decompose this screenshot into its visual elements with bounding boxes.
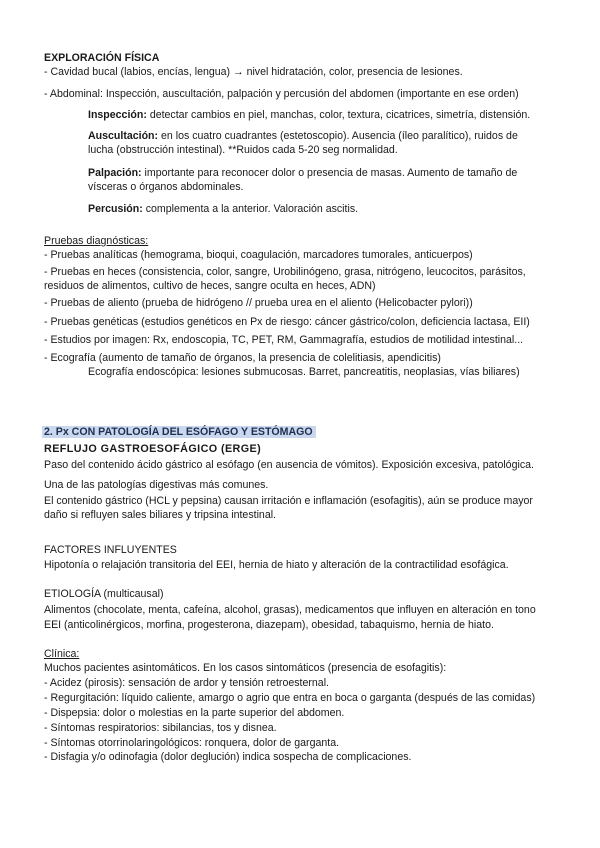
inspeccion-label: Inspección: — [88, 109, 147, 121]
clinica-item: - Regurgitación: líquido caliente, amargo o agrio que entra en boca o garganta (después de las comidas) — [44, 692, 536, 704]
auscultacion-label: Auscultación: — [88, 130, 159, 142]
percusion-label: Percusión: — [88, 203, 143, 215]
pruebas-aliento: - Pruebas de aliento (prueba de hidrógeno // prueba urea en el aliento (Helicobacter pylori)) — [44, 297, 473, 309]
erge-subtitle: REFLUJO GASTROESOFÁGICO (ERGE) — [44, 443, 262, 455]
pruebas-ecografia: - Ecografía (aumento de tamaño de órganos, la presencia de colelitiasis, apendicitis) — [44, 352, 441, 364]
clinica-item: - Acidez (pirosis): sensación de ardor y tensión retroesternal. — [44, 677, 329, 689]
clinica-item: - Síntomas otorrinolaringológicos: ronquera, dolor de garganta. — [44, 737, 340, 749]
pruebas-heces: - Pruebas en heces (consistencia, color, sangre, Urobilinógeno, grasa, nitrógeno, leucocitos, parásitos, — [44, 266, 526, 278]
inspeccion-text: detectar cambios en piel, manchas, color, textura, cicatrices, simetría, distensión. — [146, 109, 531, 121]
etiologia-text: Alimentos (chocolate, menta, cafeína, alcohol, grasas), medicamentos que influyen en alteración en tono — [44, 604, 536, 616]
bucal-line: - Cavidad bucal (labios, encías, lengua) → nivel hidratación, color, presencia de lesiones. — [44, 66, 463, 78]
clinica-intro: Muchos pacientes asintomáticos. En los casos sintomáticos (presencia de esofagitis): — [44, 662, 447, 674]
etiologia-text-2: EEI (anticolinérgicos, morfina, progesterona, diazepam), obesidad, tabaquismo, hernia de hiato. — [44, 619, 494, 631]
clinica-item: - Disfagia y/o odinofagia (dolor deglución) indica sospecha de complicaciones. — [44, 751, 412, 763]
section2-title — [44, 425, 316, 439]
erge-contenido: El contenido gástrico (HCL y pepsina) causan irritación e inflamación (esofagitis), aún se produce mayor — [44, 495, 533, 507]
pruebas-eco-endoscopica: Ecografía endoscópica: lesiones submucosas. Barret, pancreatitis, neoplasias, vías biliares) — [88, 366, 520, 378]
erge-common: Una de las patologías digestivas más comunes. — [44, 479, 269, 491]
section2-heading: 2. Px CON PATOLOGÍA DEL ESÓFAGO Y ESTÓMAGO — [42, 426, 316, 438]
palpacion-text: importante para reconocer dolor o presencia de masas. Aumento de tamaño de — [141, 167, 518, 179]
auscultacion-line-2: lucha (obstrucción intestinal). **Ruidos cada 5-20 seg normalidad. — [88, 144, 398, 156]
inspeccion-line — [88, 108, 530, 122]
palpacion-line-2: vísceras o órganos abdominales. — [88, 181, 244, 193]
etiologia-title: ETIOLOGÍA (multicausal) — [44, 588, 164, 600]
factores-text: Hipotonía o relajación transitoria del EEI, hernia de hiato y alteración de la contractilidad esofágica. — [44, 559, 509, 571]
percusion-text: complementa a la anterior. Valoración ascitis. — [142, 203, 359, 215]
pruebas-imagen: - Estudios por imagen: Rx, endoscopia, TC, PET, RM, Gammagrafía, estudios de motilidad intestinal... — [44, 334, 524, 346]
clinica-item: - Síntomas respiratorios: sibilancias, tos y disnea. — [44, 722, 277, 734]
exploracion-title: EXPLORACIÓN FÍSICA — [44, 52, 160, 64]
auscultacion-line — [88, 129, 518, 143]
clinica-title: Clínica: — [44, 648, 80, 660]
auscultacion-text: en los cuatro cuadrantes (estetoscopio). Ausencia (íleo paralítico), ruidos de — [158, 130, 518, 142]
percusion-line — [88, 202, 358, 216]
palpacion-line — [88, 166, 517, 180]
pruebas-analiticas: - Pruebas analíticas (hemograma, bioqui, coagulación, marcadores tumorales, anticuerpos) — [44, 249, 473, 261]
erge-contenido-2: daño si refluyen sales biliares y tripsina intestinal. — [44, 509, 277, 521]
pruebas-geneticas: - Pruebas genéticas (estudios genéticos en Px de riesgo: cáncer gástrico/colon, deficiencia lactasa, EII) — [44, 316, 530, 328]
clinica-item: - Dispepsia: dolor o molestias en la parte superior del abdomen. — [44, 707, 345, 719]
erge-definition: Paso del contenido ácido gástrico al esófago (en ausencia de vómitos). Exposición excesiva, patológica. — [44, 459, 534, 471]
palpacion-label: Palpación: — [88, 167, 142, 179]
pruebas-title: Pruebas diagnósticas: — [44, 235, 149, 247]
abdominal-line: - Abdominal: Inspección, auscultación, palpación y percusión del abdomen (importante en ese orden) — [44, 88, 519, 100]
pruebas-heces-2: residuos de alimentos, cultivo de heces, sangre oculta en heces, ADN) — [44, 280, 376, 292]
factores-title: FACTORES INFLUYENTES — [44, 544, 177, 556]
